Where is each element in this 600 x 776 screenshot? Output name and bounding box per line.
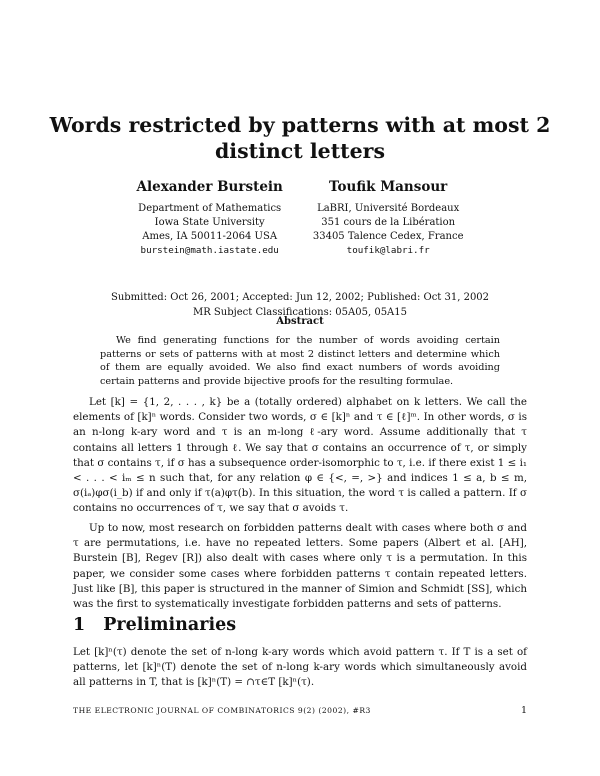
submission-dates: Submitted: Oct 26, 2001; Accepted: Jun 12, 2002; Published: Oct 31, 2002 xyxy=(110,292,490,303)
subject-classification: MR Subject Classifications: 05A05, 05A15 xyxy=(192,307,408,318)
journal-footer: THE ELECTRONIC JOURNAL OF COMBINATORICS 9(2) (2002), #R3 xyxy=(73,706,371,715)
intro-paragraph-1: Let [k] = {1, 2, . . . , k} be a (totally ordered) alphabet on k letters. We call the elements of [k]ⁿ words. Consider two words, σ ∈ [k]ⁿ and τ ∈ [ℓ]ᵐ. In other words, σ is an n-long k-ary word and τ is an m-long ℓ-ary word. Assume additionally that τ contains all letters 1 through ℓ. We say that σ contains an occurrence of τ, or simply that σ contains τ, if σ has a subsequence order-isomorphic to τ, i.e. if there exist 1 ≤ i₁ < . . . < iₘ ≤ n such that, for any relation φ ∈ {<, =, >} and indices 1 ≤ a, b ≤ m, σ(iₐ)φσ(i_b) if and only if τ(a)φτ(b). In this situation, the word τ is called a pattern. If σ contains no occurrences of τ, we say that σ avoids τ. xyxy=(73,396,527,515)
author-address: 33405 Talence Cedex, France xyxy=(312,231,464,242)
author-name: Alexander Burstein xyxy=(136,179,283,195)
title-line-2: distinct letters xyxy=(214,139,386,163)
author-address: Ames, IA 50011-2064 USA xyxy=(142,231,278,242)
author-block xyxy=(60,180,540,258)
abstract-heading: Abstract xyxy=(276,316,324,327)
author-2 xyxy=(313,180,464,258)
preliminaries-paragraph: Let [k]ⁿ(τ) denote the set of n-long k-ary words which avoid pattern τ. If T is a set of patterns, let [k]ⁿ(T) denote the set of n-long k-ary words which simultaneously avoid all patterns in T, that is [k]ⁿ(T) = ∩τ∈T [k]ⁿ(τ). xyxy=(73,646,527,689)
section-title: Preliminaries xyxy=(103,615,237,635)
abstract-text: We find generating functions for the number of words avoiding certain patterns or sets of patterns with at most 2 distinct letters and determine which of them are equally avoided. We also find exact numbers of words avoiding certain patterns and provide bijective proofs for the resulting formulae. xyxy=(100,335,500,387)
paper-title xyxy=(40,112,560,164)
page-number: 1 xyxy=(520,705,527,716)
author-name: Toufik Mansour xyxy=(329,179,448,195)
author-university: Iowa State University xyxy=(154,217,265,228)
section-number: 1 xyxy=(73,615,86,635)
intro-paragraph-2: Up to now, most research on forbidden patterns dealt with cases where both σ and τ are permutations, i.e. have no repeated letters. Some papers (Albert et al. [AH], Burstein [B], Regev [R]) also dealt with cases where only τ is a permutation. In this paper, we consider some cases where forbidden patterns τ contain repeated letters. Just like [B], this paper is structured in the manner of Simion and Schmidt [SS], which was the first to systematically investigate forbidden patterns and sets of patterns. xyxy=(73,522,527,611)
author-1 xyxy=(137,180,283,258)
author-email: burstein@math.iastate.edu xyxy=(140,245,279,256)
author-email: toufik@labri.fr xyxy=(346,245,430,256)
author-department: Department of Mathematics xyxy=(138,203,282,214)
author-department: LaBRI, Université Bordeaux xyxy=(317,203,460,214)
author-university: 351 cours de la Libération xyxy=(321,217,456,228)
title-line-1: Words restricted by patterns with at most 2 xyxy=(49,113,551,137)
section-heading xyxy=(73,615,236,635)
